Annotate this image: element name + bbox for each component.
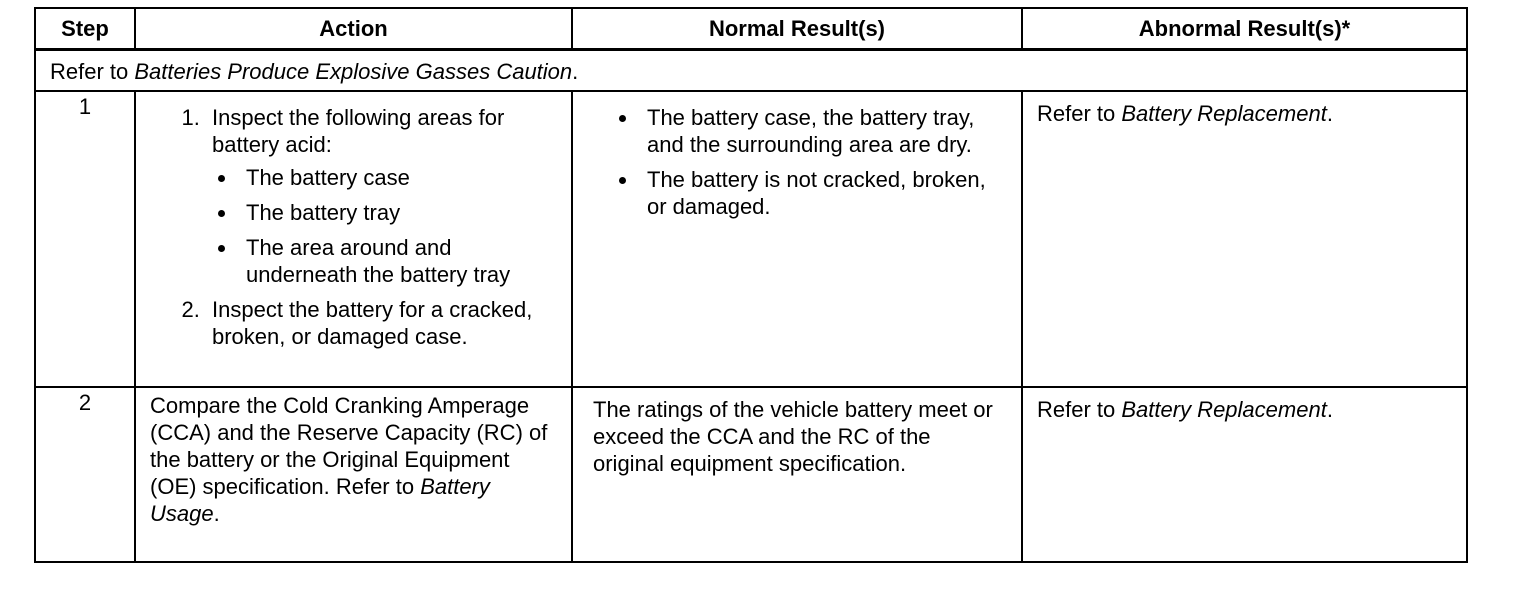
abnormal-suffix: .	[1326, 397, 1333, 422]
abnormal-results-cell	[1022, 91, 1467, 387]
action-cell	[135, 387, 572, 562]
battery-replacement-reference: Battery Replacement	[1121, 101, 1327, 126]
caution-prefix: Refer to	[50, 59, 135, 84]
action-item-text: Inspect the following areas for battery acid:	[212, 105, 505, 157]
action-item	[206, 104, 557, 288]
abnormal-results-cell	[1022, 387, 1467, 562]
step-number: 2	[35, 387, 135, 562]
step-number: 1	[35, 91, 135, 387]
action-numbered-list	[150, 104, 557, 350]
header-step: Step	[35, 8, 135, 50]
caution-cell	[35, 50, 1467, 92]
battery-usage-reference: Battery Usage	[150, 474, 490, 526]
list-item: • The battery case, the battery tray, and the surrounding area are dry.	[639, 104, 1007, 158]
table-row-step-2	[35, 387, 1467, 562]
header-row	[35, 8, 1467, 50]
list-item: • The battery tray	[238, 199, 557, 226]
normal-results-list	[587, 104, 1007, 220]
abnormal-prefix: Refer to	[1037, 101, 1122, 126]
battery-replacement-reference: Battery Replacement	[1121, 397, 1327, 422]
caution-row	[35, 50, 1467, 92]
action-text: Compare the Cold Cranking Amperage (CCA) and the Reserve Capacity (RC) of the battery or the Original Equipment (OE) specification. Refer to	[150, 393, 548, 499]
header-abnormal-results: Abnormal Result(s)*	[1022, 8, 1467, 50]
inspection-area-list	[212, 164, 557, 288]
normal-results-cell: The ratings of the vehicle battery meet or exceed the CCA and the RC of the original equipment specification.	[572, 387, 1022, 562]
list-item: • The battery case	[238, 164, 557, 191]
list-item: • The battery is not cracked, broken, or damaged.	[639, 166, 1007, 220]
caution-suffix: .	[572, 59, 579, 84]
caution-reference: Batteries Produce Explosive Gasses Caution	[134, 59, 573, 84]
action-item: 2. Inspect the battery for a cracked, broken, or damaged case.	[206, 296, 557, 350]
diagnostic-table	[34, 7, 1468, 563]
header-normal-results: Normal Result(s)	[572, 8, 1022, 50]
list-item: • The area around and underneath the battery tray	[238, 234, 557, 288]
header-action: Action	[135, 8, 572, 50]
normal-results-cell	[572, 91, 1022, 387]
table-row-step-1	[35, 91, 1467, 387]
diagnostic-table-container	[34, 7, 1466, 563]
action-cell	[135, 91, 572, 387]
abnormal-prefix: Refer to	[1037, 397, 1122, 422]
action-suffix: .	[213, 501, 220, 526]
abnormal-suffix: .	[1326, 101, 1333, 126]
